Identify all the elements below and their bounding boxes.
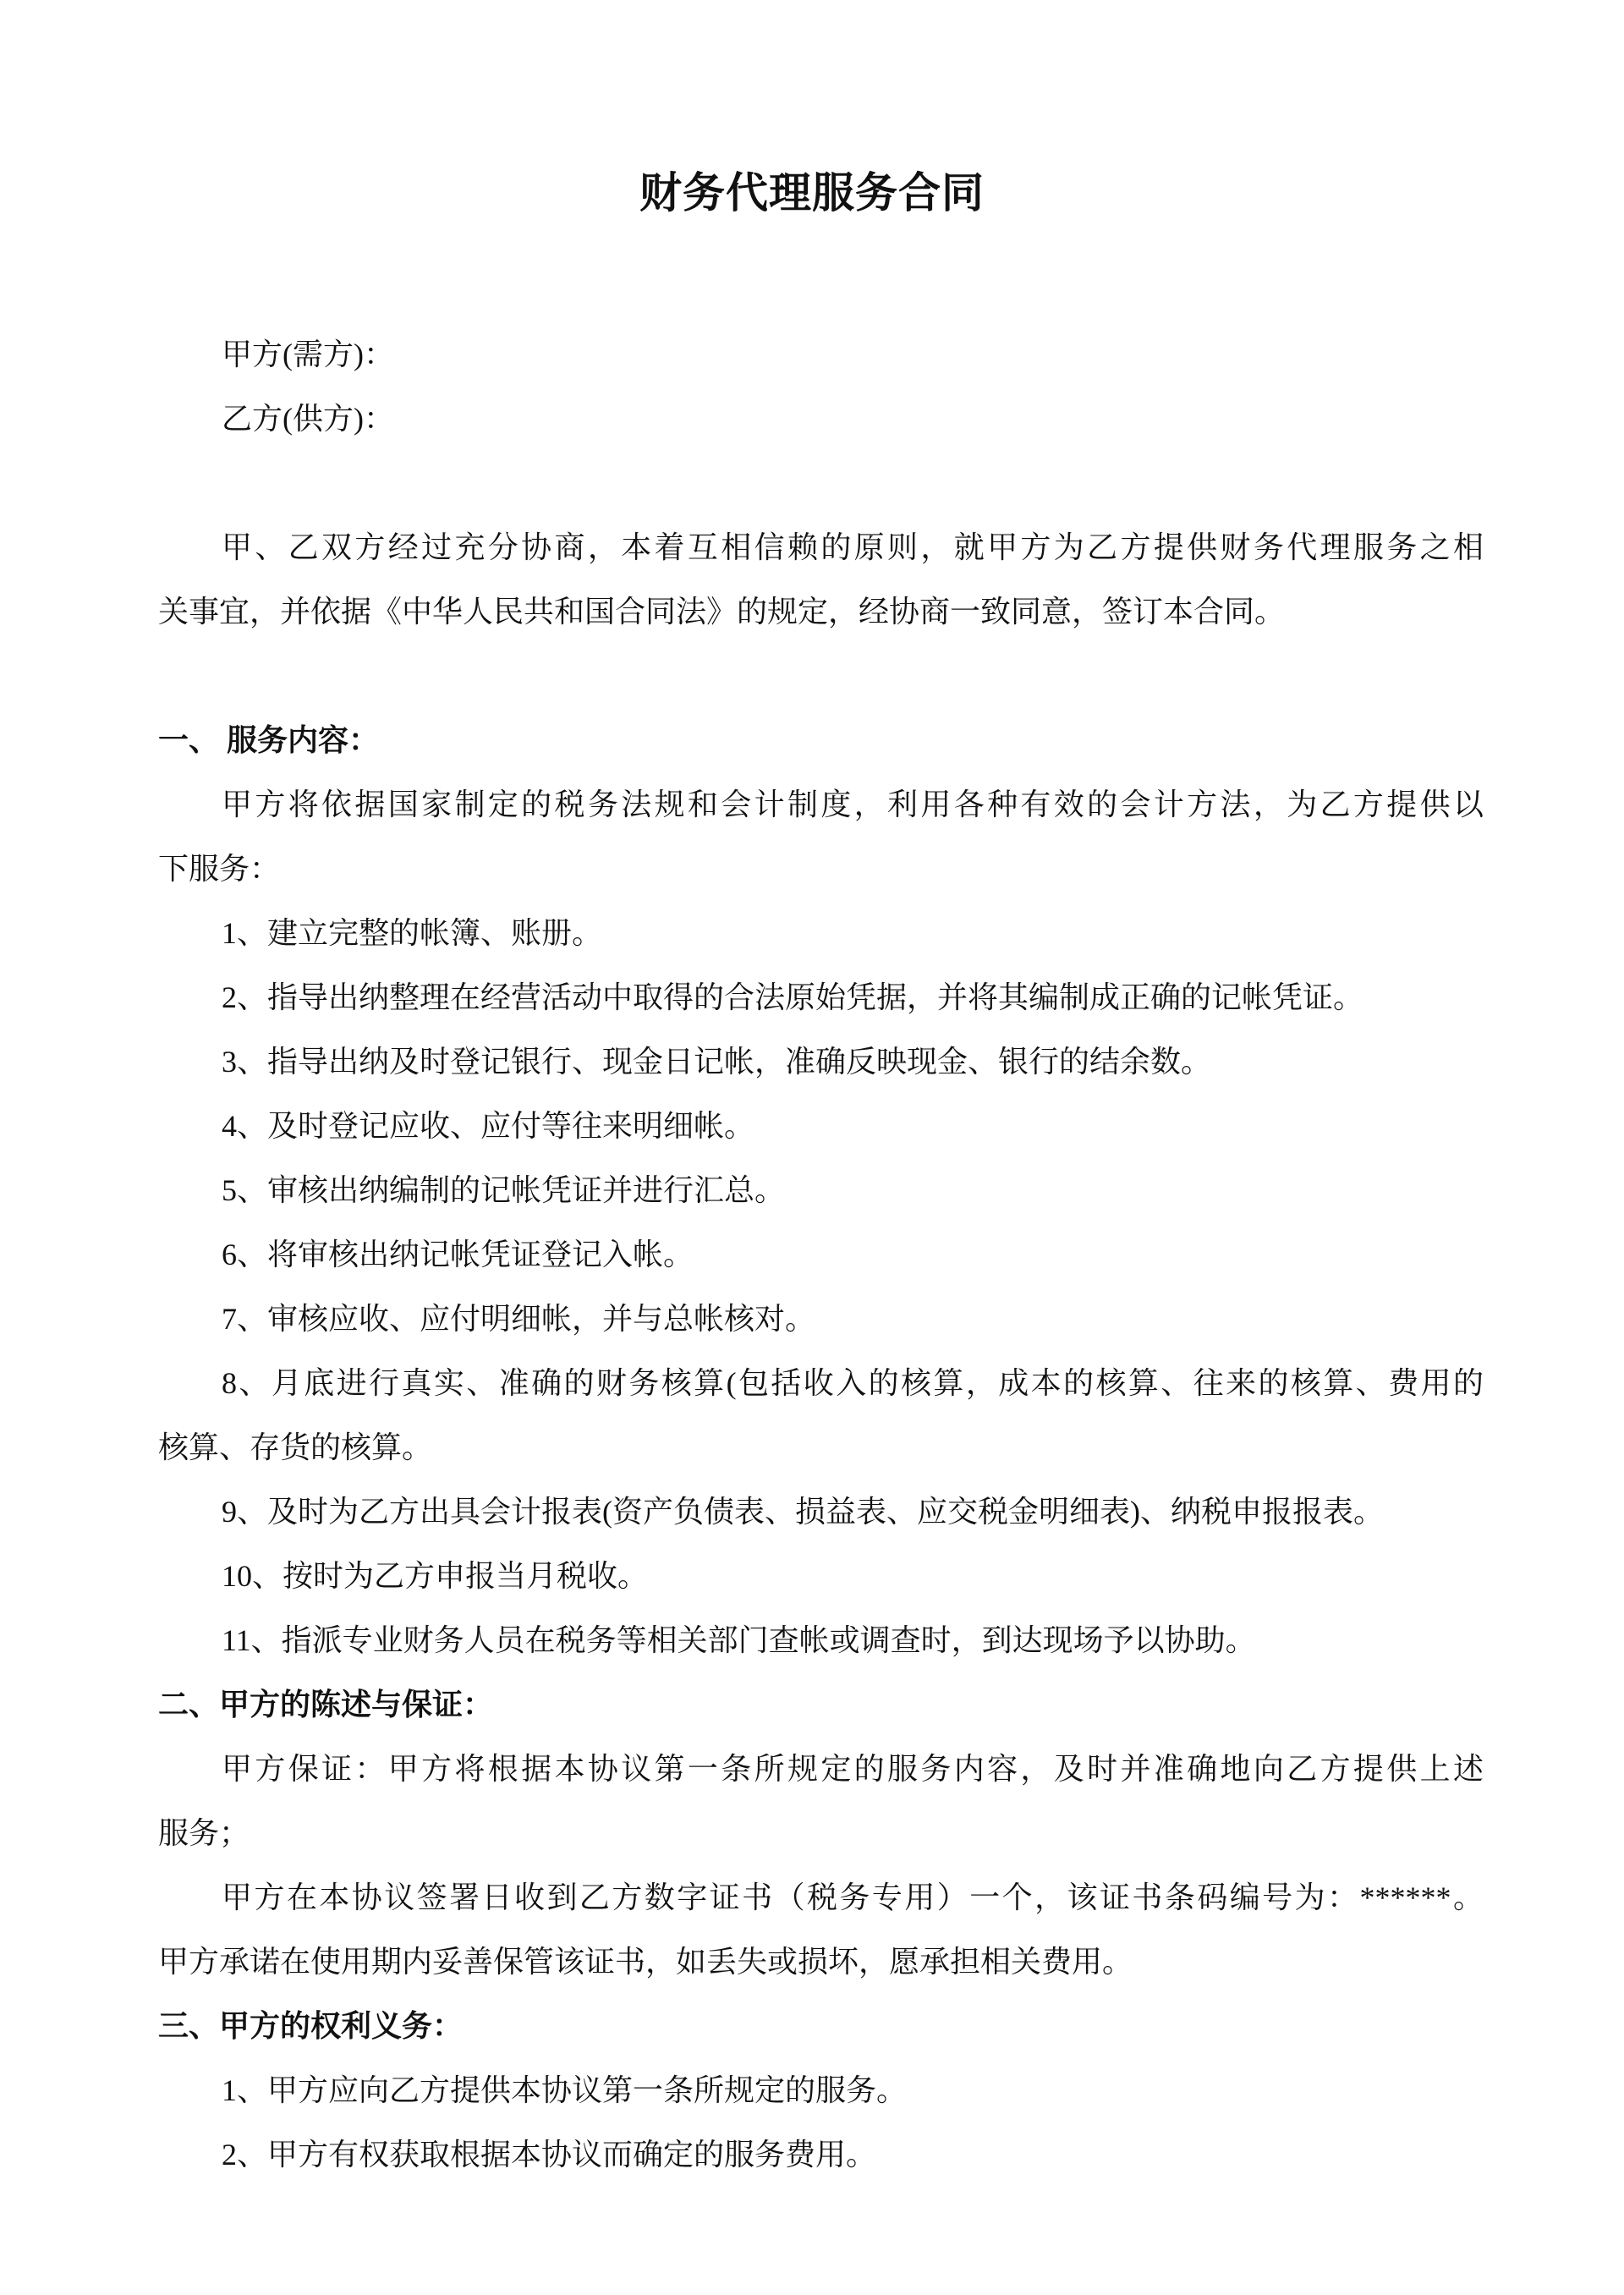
text-line: 7、审核应收、应付明细帐，并与总帐核对。 (222, 1302, 816, 1336)
text-line: 6、将审核出纳记帐凭证登记入帐。 (222, 1238, 694, 1271)
section-heading: 二、甲方的陈述与保证： (158, 1688, 494, 1721)
text-line: 2、甲方有权获取根据本协议而确定的服务费用。 (222, 2138, 877, 2171)
section-heading: 三、甲方的权利义务： (158, 2009, 464, 2043)
text-line: 2、指导出纳整理在经营活动中取得的合法原始凭据，并将其编制成正确的记帐凭证。 (222, 980, 1364, 1014)
text-line: 甲、乙双方经过充分协商，本着互相信赖的原则，就甲方为乙方提供财务代理服务之相 (222, 530, 1484, 564)
text-line: 1、甲方应向乙方提供本协议第一条所规定的服务。 (222, 2073, 908, 2107)
text-line: 甲方将依据国家制定的税务法规和会计制度，利用各种有效的会计方法，为乙方提供以 (222, 788, 1484, 821)
text-line: 5、审核出纳编制的记帐凭证并进行汇总。 (222, 1173, 786, 1207)
text-line: 9、及时为乙方出具会计报表(资产负债表、损益表、应交税金明细表)、纳税申报报表。 (222, 1495, 1384, 1529)
text-line: 甲方承诺在使用期内妥善保管该证书，如丢失或损坏，愿承担相关费用。 (158, 1945, 1133, 1979)
text-line: 3、指导出纳及时登记银行、现金日记帐，准确反映现金、银行的结余数。 (222, 1045, 1212, 1079)
text-line: 甲方在本协议签署日收到乙方数字证书（税务专用）一个，该证书条码编号为：******。 (222, 1880, 1484, 1914)
document-body (158, 322, 1484, 2187)
document-title: 财务代理服务合同 (639, 169, 985, 217)
text-line: 4、及时登记应收、应付等往来明细帐。 (222, 1109, 755, 1143)
text-line: 甲方保证：甲方将根据本协议第一条所规定的服务内容，及时并准确地向乙方提供上述 (222, 1752, 1484, 1786)
text-line: 乙方(供方)： (222, 402, 394, 436)
text-line: 11、指派专业财务人员在税务等相关部门查帐或调查时，到达现场予以协助。 (222, 1623, 1256, 1657)
text-line: 服务； (158, 1816, 250, 1850)
text-line: 核算、存货的核算。 (158, 1430, 433, 1464)
text-line: 1、建立完整的帐簿、账册。 (222, 916, 603, 950)
text-line: 下服务： (158, 852, 281, 886)
text-line: 10、按时为乙方申报当月税收。 (222, 1559, 649, 1593)
text-line: 8、月底进行真实、准确的财务核算(包括收入的核算，成本的核算、往来的核算、费用的 (222, 1366, 1484, 1400)
text-line: 甲方(需方)： (222, 338, 394, 371)
text-line: 关事宜，并依据《中华人民共和国合同法》的规定，经协商一致同意，签订本合同。 (158, 595, 1286, 629)
section-heading: 一、 服务内容： (158, 723, 380, 757)
